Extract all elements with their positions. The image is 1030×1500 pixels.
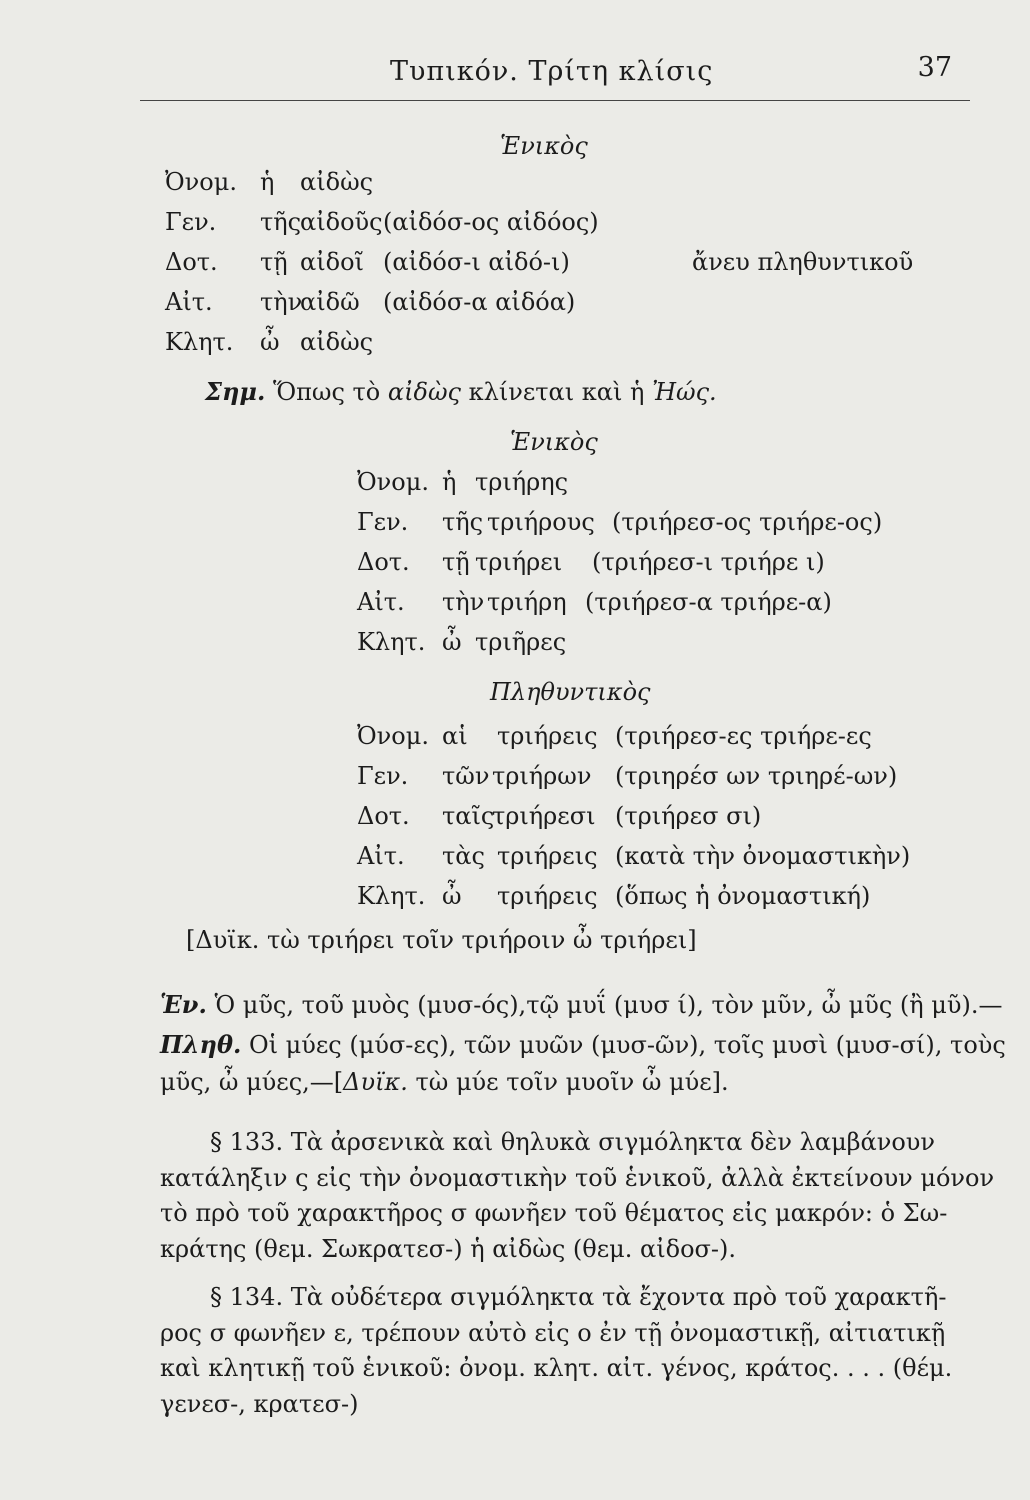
word-form: τριήρης bbox=[475, 468, 569, 496]
mus-label-plural: Πληθ. bbox=[160, 1030, 242, 1059]
case-label: Ὀνομ. bbox=[357, 722, 429, 750]
article: ταῖς bbox=[442, 802, 495, 830]
word-form: αἰδοῦς bbox=[300, 208, 383, 236]
note-line bbox=[205, 377, 717, 406]
mus-line-1 bbox=[160, 990, 1002, 1019]
case-label: Γεν. bbox=[165, 208, 217, 236]
article: τὴν bbox=[260, 288, 303, 316]
word-form: τριήρεις bbox=[497, 882, 598, 910]
case-label: Δοτ. bbox=[357, 802, 410, 830]
singular-heading: Ἑνικὸς bbox=[500, 132, 588, 160]
section-134 bbox=[160, 1280, 982, 1422]
note-word-2: Ἠώς. bbox=[652, 378, 717, 406]
mus-line-3 bbox=[160, 1068, 729, 1096]
article: ἡ bbox=[260, 168, 275, 196]
case-label: Ὀνομ. bbox=[165, 168, 237, 196]
stem-forms: (τριήρεσ σι) bbox=[615, 802, 762, 830]
paragraph-line: § 133. Τὰ ἀρσενικὰ καὶ θηλυκὰ σιγμόληκτα δὲν λαμβάνουν bbox=[210, 1128, 935, 1156]
paragraph-line: τὸ πρὸ τοῦ χαρακτῆρος σ φωνῆεν τοῦ θέματος εἰς μακρόν: ὁ Σω- bbox=[160, 1199, 948, 1227]
article: τῆς bbox=[442, 508, 484, 536]
note-word: αἰδὼς bbox=[387, 378, 461, 406]
singular-heading-2: Ἑνικὸς bbox=[510, 428, 598, 456]
running-head bbox=[140, 52, 970, 102]
paragraph-line: κατάληξιν ς εἰς τὴν ὀνομαστικὴν τοῦ ἑνικοῦ, ἀλλὰ ἐκτείνουν μόνον bbox=[160, 1163, 995, 1192]
case-label: Αἰτ. bbox=[165, 288, 213, 316]
case-label: Γεν. bbox=[357, 762, 409, 790]
mus-label-dual: Δυϊκ. bbox=[343, 1068, 408, 1096]
case-label: Κλητ. bbox=[165, 328, 234, 356]
article: τῇ bbox=[442, 548, 470, 576]
stem-forms: (τριήρεσ-ες τριήρε-ες bbox=[615, 722, 872, 750]
mus-text-3b: τὼ μύε τοῖν μυοῖν ὦ μύε]. bbox=[415, 1068, 729, 1096]
note-mid: κλίνεται καὶ ἡ bbox=[468, 378, 645, 406]
word-form: αἰδὼς bbox=[300, 168, 374, 196]
case-label: Ὀνομ. bbox=[357, 468, 429, 496]
stem-forms: (αἰδόσ-ος αἰδόος) bbox=[383, 208, 599, 236]
plural-heading: Πληθυντικὸς bbox=[490, 678, 651, 706]
paragraph-line: § 134. Τὰ οὐδέτερα σιγμόληκτα τὰ ἔχοντα πρὸ τοῦ χαρακτῆ- bbox=[210, 1283, 947, 1311]
header-rule bbox=[140, 100, 970, 101]
word-form: τριήρους bbox=[487, 508, 595, 536]
mus-line-2 bbox=[160, 1030, 1006, 1059]
word-form: αἰδῶ bbox=[300, 288, 360, 316]
case-label: Κλητ. bbox=[357, 882, 426, 910]
article: τὴν bbox=[442, 588, 485, 616]
word-form: τριήρεσι bbox=[492, 802, 596, 830]
article: ὦ bbox=[260, 328, 280, 356]
mus-text-3a: μῦς, ὦ μύες,—[ bbox=[160, 1068, 344, 1096]
word-form: τριήρων bbox=[492, 762, 592, 790]
word-form: αἰδὼς bbox=[300, 328, 374, 356]
word-form: τριήρει bbox=[475, 548, 563, 576]
note-text: Ὅπως τὸ bbox=[272, 378, 381, 406]
page-number: 37 bbox=[917, 52, 952, 83]
article: τὰς bbox=[442, 842, 485, 870]
stem-forms: (τριηρέσ ων τριηρέ-ων) bbox=[615, 762, 898, 790]
article: τῆς bbox=[260, 208, 302, 236]
side-note: ἄνευ πληθυντικοῦ bbox=[692, 248, 914, 276]
note-label: Σημ. bbox=[205, 377, 266, 406]
mus-text-2: Οἱ μύες (μύσ-ες), τῶν μυῶν (μυσ-ῶν), τοῖς μυσὶ (μυσ-σί), τοὺς bbox=[248, 1031, 1006, 1059]
case-label: Γεν. bbox=[357, 508, 409, 536]
paragraph-line: γενεσ-, κρατεσ-) bbox=[160, 1389, 359, 1418]
mus-label-singular: Ἑν. bbox=[160, 990, 207, 1019]
case-label: Κλητ. bbox=[357, 628, 426, 656]
article: τῶν bbox=[442, 762, 490, 790]
paragraph-line: καὶ κλητικῇ τοῦ ἑνικοῦ: ὀνομ. κλητ. αἰτ. γένος, κράτος. . . . (θέμ. bbox=[160, 1354, 953, 1382]
section-133 bbox=[160, 1125, 995, 1267]
article: ἡ bbox=[442, 468, 457, 496]
stem-forms: (ὅπως ἡ ὀνομαστική) bbox=[615, 882, 871, 910]
article: ὦ bbox=[442, 882, 462, 910]
dual-line: [Δυϊκ. τὼ τριήρει τοῖν τριήροιν ὦ τριήρει] bbox=[186, 926, 697, 954]
article: ὦ bbox=[442, 628, 462, 656]
paragraph-line: κράτης (θεμ. Σωκρατεσ-) ἡ αἰδὼς (θεμ. αἰδοσ-). bbox=[160, 1234, 737, 1263]
case-label: Αἰτ. bbox=[357, 842, 405, 870]
case-label: Δοτ. bbox=[165, 248, 218, 276]
stem-forms: (αἰδόσ-ι αἰδό-ι) bbox=[383, 248, 570, 276]
stem-forms: (τριήρεσ-α τριήρε-α) bbox=[585, 588, 832, 616]
word-form: τριήρεις bbox=[497, 842, 598, 870]
case-label: Δοτ. bbox=[357, 548, 410, 576]
stem-forms: (κατὰ τὴν ὀνομαστικὴν) bbox=[615, 842, 911, 870]
article: τῇ bbox=[260, 248, 288, 276]
case-label: Αἰτ. bbox=[357, 588, 405, 616]
paragraph-line: ρος σ φωνῆεν ε, τρέπουν αὐτὸ εἰς ο ἐν τῇ ὀνομαστικῇ, αἰτιατικῇ bbox=[160, 1318, 946, 1347]
running-title: Τυπικόν. Τρίτη κλίσις bbox=[390, 56, 714, 87]
article: αἱ bbox=[442, 722, 468, 750]
stem-forms: (τριήρεσ-ι τριήρε ι) bbox=[592, 548, 825, 576]
mus-text-1: Ὁ μῦς, τοῦ μυὸς (μυσ-ός),τῷ μυΐ (μυσ ί), τὸν μῦν, ὦ μῦς (ἢ μῦ).— bbox=[214, 991, 1003, 1019]
word-form: τριήρεις bbox=[497, 722, 598, 750]
word-form: τριήρη bbox=[487, 588, 567, 616]
word-form: αἰδοῖ bbox=[300, 248, 364, 276]
stem-forms: (αἰδόσ-α αἰδόα) bbox=[383, 288, 576, 316]
stem-forms: (τριήρεσ-ος τριήρε-ος) bbox=[612, 508, 883, 536]
word-form: τριῆρες bbox=[475, 628, 567, 656]
